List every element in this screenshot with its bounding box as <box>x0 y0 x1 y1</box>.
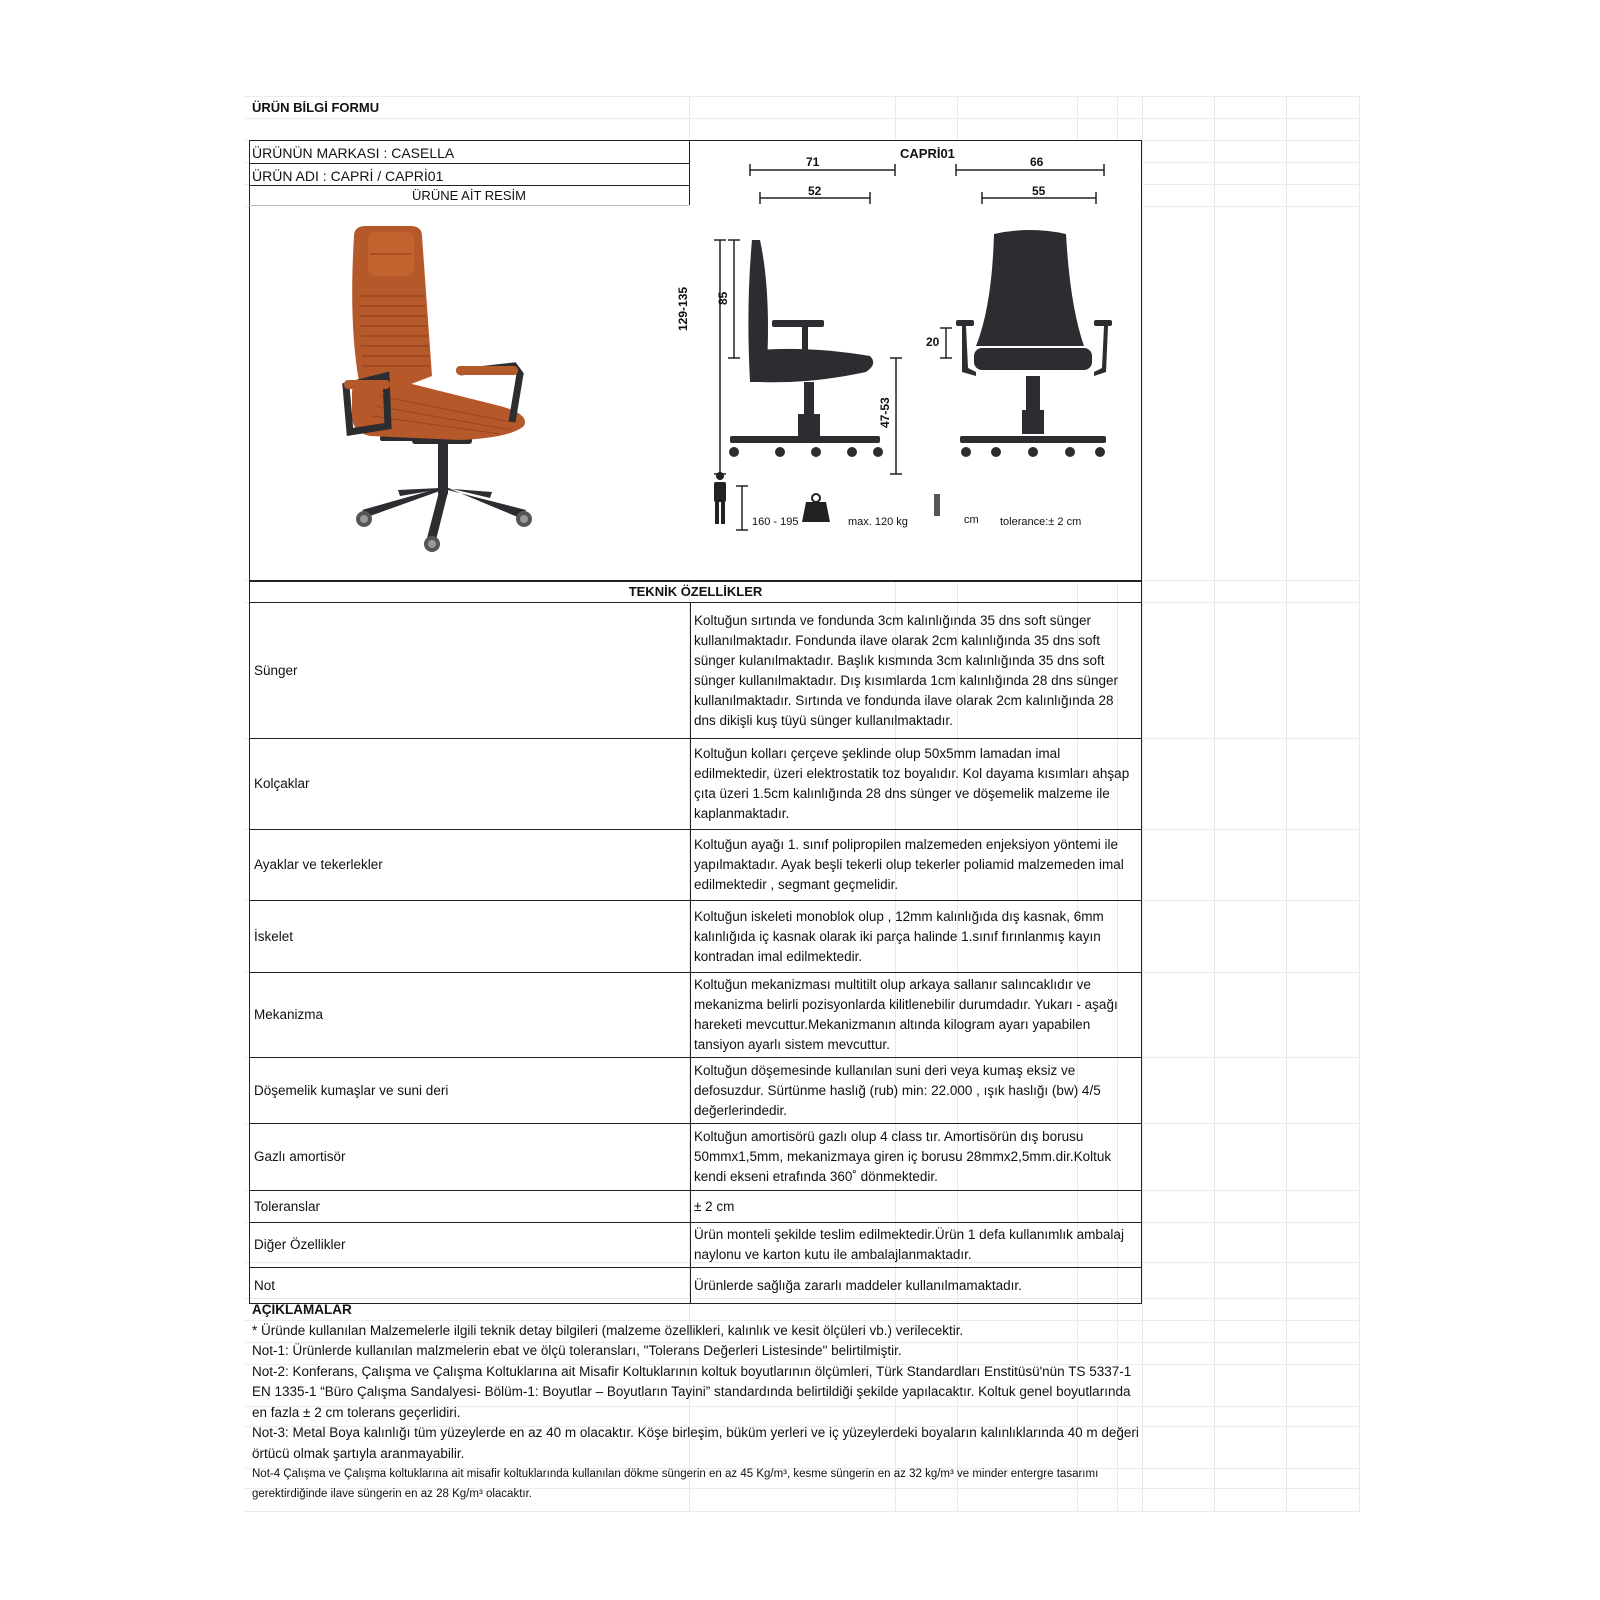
spec-value: Ürün monteli şekilde teslim edilmektedir.Ürün 1 defa kullanımlık ambalaj naylonu ve karton kutu ile ambalajlanmaktadır. <box>691 1223 1142 1268</box>
spec-value: Koltuğun sırtında ve fondunda 3cm kalınlığında 35 dns soft sünger kullanılmaktadır. Fondunda ilave olarak 2cm kalınlığında 35 dns soft sünger kulanılmaktadır. Başlık kısmında 3cm kalınlığında 35 dns soft sünger kullanılmaktadır. Dış kısımlarda 1cm kalınlığında 28 dns sünger kullanılmaktadır. Sırtında ve fondunda ilave olarak 2cm kalınlığında 28 dns dikişli kuş tüyü sünger kullanılmaktadır. <box>691 603 1142 739</box>
spec-value: Koltuğun amortisörü gazlı olup 4 class tır. Amortisörün dış borusu 50mmx1,5mm, mekanizmaya giren iç borusu 28mmx2,5mm.dir.Koltuk kendi ekseni etrafında 360˚ dönmektedir. <box>691 1124 1142 1191</box>
spec-key: Not <box>250 1268 691 1304</box>
table-row <box>250 901 1142 973</box>
dim-seat-depth: 52 <box>808 184 822 198</box>
max-load: max. 120 kg <box>848 516 908 528</box>
note-item: * Üründe kullanılan Malzemelerle ilgili teknik detay bilgileri (malzeme özellikleri, kalınlık ve kesit ölçüleri vb.) verilecektir. <box>252 1322 964 1338</box>
spec-value: Koltuğun döşemesinde kullanılan suni deri veya kumaş eksiz ve defosuzdur. Sürtünme haslığ (rub) min: 22.000 , ışık haslığı (bw) 4/5 değerlerindedir. <box>691 1058 1142 1124</box>
unit-label: cm <box>964 514 979 526</box>
spec-key: Gazlı amortisör <box>250 1124 691 1191</box>
spec-value: Koltuğun ayağı 1. sınıf polipropilen malzemeden enjeksiyon yöntemi ile yapılmaktadır. Ayak beşli tekerli olup tekerler poliamid malzemeden imal edilmektedir , segmant geçmelidir. <box>691 830 1142 901</box>
table-row <box>250 1223 1142 1268</box>
header-row-line <box>249 163 689 164</box>
note-item: Not-2: Konferans, Çalışma ve Çalışma Koltuklarına ait Misafir Koltuklarının koltuk boyutlarının ölçümleri, Türk Standardları Enstitüsü'nün TS 5337-1 EN 1335-1 “Büro Çalışma Sandalyesi- Bölüm-1: Boyutlar – Boyutların Tayini” standardında belirtildiği şekilde yapılacaktır. Koltuk genel boyutlarında en fazla ± 2 cm tolerans geçerlidiri. <box>252 1363 1132 1420</box>
table-row <box>250 973 1142 1058</box>
spec-key: İskelet <box>250 901 691 973</box>
tech-specs-title: TEKNİK ÖZELLİKLER <box>249 581 1142 603</box>
user-height-range: 160 - 195 <box>752 516 799 528</box>
dim-back-height: 85 <box>716 291 730 305</box>
table-row <box>250 1058 1142 1124</box>
form-title: ÜRÜN BİLGİ FORMU <box>252 100 380 115</box>
table-row <box>250 1268 1142 1304</box>
spec-value: Ürünlerde sağlığa zararlı maddeler kullanılmamaktadır. <box>691 1268 1142 1304</box>
tolerance-label: tolerance:± 2 cm <box>1000 516 1082 528</box>
notes-title: AÇIKLAMALAR <box>252 1302 352 1317</box>
weight-icon <box>802 494 830 522</box>
person-icon <box>714 472 726 524</box>
spec-value: Koltuğun mekanizması multitilt olup arkaya sallanır salıncaklıdır ve mekanizma belirli pozisyonlarda kilitlenebilir durumdadır. Yukarı - aşağı hareketi mevcuttur.Mekanizmanın altında kilogram ayarı yapabilen tansiyon ayarlı sistem mevcuttur. <box>691 973 1142 1058</box>
spec-key: Mekanizma <box>250 973 691 1058</box>
product-name-label: ÜRÜN ADI : CAPRİ / CAPRİ01 <box>252 168 444 184</box>
dim-front-width: 66 <box>1030 155 1044 169</box>
spec-value: ± 2 cm <box>691 1191 1142 1223</box>
brand-label: ÜRÜNÜN MARKASI : CASELLA <box>252 145 455 161</box>
table-row <box>250 739 1142 830</box>
tech-specs-table <box>249 602 1142 1304</box>
note-item-small: Not-4 Çalışma ve Çalışma koltuklarına ait misafir koltuklarında kullanılan dökme süngerin en az 45 Kg/m³, kesme süngerin en az 32 kg/m³ ve minder entergre tasarımı gerektirdiğinde ilave süngerin en az 28 Kg/m³ olacaktır. <box>252 1468 1099 1500</box>
spec-key: Döşemelik kumaşlar ve suni deri <box>250 1058 691 1124</box>
product-photo <box>340 226 550 556</box>
image-label: ÜRÜNE AİT RESİM <box>412 188 526 203</box>
model-code: CAPRİ01 <box>900 146 955 161</box>
kg-icon-text: kg <box>830 514 839 523</box>
dimension-drawing <box>690 146 1140 576</box>
dim-seat-height: 47-53 <box>878 397 892 428</box>
notes-section <box>252 1300 1142 1504</box>
spec-value: Koltuğun kolları çerçeve şeklinde olup 50x5mm lamadan imal edilmektedir, üzeri elektrostatik toz boyalıdır. Kol dayama kısımları ahşap çıta üzeri 1.5cm kalınlığında 28 dns sünger ve döşemelik malzeme ile kaplanmaktadır. <box>691 739 1142 830</box>
dim-arm-height: 20 <box>926 335 940 349</box>
spec-key: Sünger <box>250 603 691 739</box>
dim-total-height: 129-135 <box>676 286 690 331</box>
table-row <box>250 1124 1142 1191</box>
table-row <box>250 1191 1142 1223</box>
spec-key: Diğer Özellikler <box>250 1223 691 1268</box>
spec-key: Ayaklar ve tekerlekler <box>250 830 691 901</box>
dim-side-depth: 71 <box>806 155 820 169</box>
spec-key: Kolçaklar <box>250 739 691 830</box>
note-item: Not-3: Metal Boya kalınlığı tüm yüzeylerde en az 40 m olacaktır. Köşe birleşim, büküm yerleri ve iç yüzeylerdeki boyaların kalınlıklarında 40 m değeri örtücü olmak şartıyla aranmayabilir. <box>252 1425 1139 1461</box>
spec-key: Toleranslar <box>250 1191 691 1223</box>
dim-seat-width: 55 <box>1032 184 1046 198</box>
note-item: Not-1: Ürünlerde kullanılan malzmelerin ebat ve ölçü toleransları, "Tolerans Değerleri Listesinde" belirtilmiştir. <box>252 1343 902 1358</box>
table-row <box>250 603 1142 739</box>
ruler-icon <box>934 494 940 516</box>
table-row <box>250 830 1142 901</box>
spec-value: Koltuğun iskeleti monoblok olup , 12mm kalınlığıda dış kasnak, 6mm kalınlığıda iç kasnak olarak iki parça halinde 1.sınıf fırınlanmış kayın kontradan imal edilmektedir. <box>691 901 1142 973</box>
